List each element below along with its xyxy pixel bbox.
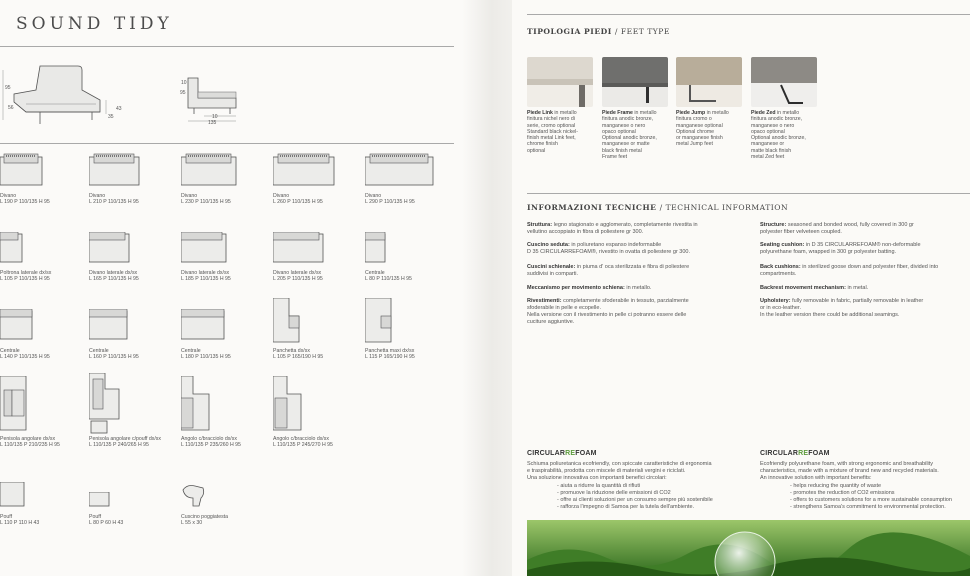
- section-rule: [0, 143, 454, 144]
- collection-title: SOUND TIDY: [16, 14, 173, 34]
- title-rule: [0, 46, 454, 47]
- item-divano-laterale-165: [89, 232, 131, 264]
- item-label: Pouff L 110 P 110 H 43: [0, 514, 40, 527]
- item-penisola-angolare: [0, 376, 30, 432]
- item-label: Angolo c/bracciolo dx/sx L 110/135 P 245/270 H 95: [273, 436, 333, 449]
- hero-dim-height-2: 95: [180, 90, 186, 96]
- item-label: Divano laterale dx/sx L 165 P 110/135 H 95: [89, 270, 139, 283]
- item-pouff-80: [89, 492, 111, 508]
- hero-dim-depth: 35: [108, 114, 114, 120]
- item-label: Centrale L 180 P 110/135 H 95: [181, 348, 231, 361]
- top-rule: [527, 14, 970, 15]
- item-label: Centrale L 80 P 110/135 H 95: [365, 270, 412, 283]
- item-centrale-140: [0, 309, 34, 341]
- tech-section-title: INFORMAZIONI TECNICHE / TECHNICAL INFORMATION: [527, 203, 789, 212]
- item-divano-260: [273, 153, 336, 187]
- item-label: Angolo c/bracciolo dx/sx L 110/135 P 235/260 H 95: [181, 436, 241, 449]
- item-label: Divano L 290 P 110/135 H 95: [365, 193, 415, 206]
- item-panchetta: [273, 298, 301, 344]
- item-label: Divano laterale dx/sx L 185 P 110/135 H 95: [181, 270, 231, 283]
- item-label: Divano L 190 P 110/135 H 95: [0, 193, 50, 206]
- item-divano-290: [365, 153, 435, 187]
- item-divano-230: [181, 153, 238, 187]
- item-angolo-bracciolo-1: [181, 376, 211, 432]
- item-centrale-180: [181, 309, 226, 341]
- item-label: Divano L 210 P 110/135 H 95: [89, 193, 139, 206]
- nature-photo: [527, 520, 970, 576]
- item-label: Panchetta dx/sx L 105 P 165/190 H 95: [273, 348, 324, 361]
- circularrefoam-logo-en: CIRCULARREFOAM: [760, 450, 830, 457]
- tech-rule: [527, 193, 970, 194]
- hero-dim-back: 10: [181, 80, 187, 86]
- item-label: Centrale L 140 P 110/135 H 95: [0, 348, 50, 361]
- feet-section-title: TIPOLOGIA PIEDI / FEET TYPE: [527, 27, 670, 36]
- foot-caption-zed: Piede Zed in metallo finitura anodic bronze, manganese o nero opaco optional Optional anodic bronze, manganese or matte black finish metal Zed feet: [751, 110, 806, 161]
- item-label: Penisola angolare c/pouff dx/sx L 110/135 P 240/265 H 95: [89, 436, 161, 449]
- hero-dim-110: 10: [212, 114, 218, 120]
- item-label: Cuscino poggiatesta L 55 x 30: [181, 514, 229, 527]
- foot-caption-frame: Piede Frame in metallo finitura anodic bronze, manganese o nero opaco optional Optional anodic bronze, manganese or matte black finish metal Frame feet: [602, 110, 657, 161]
- item-divano-210: [89, 153, 141, 187]
- item-label: Panchetta maxi dx/sx L 115 P 165/190 H 95: [365, 348, 415, 361]
- item-label: Divano L 260 P 110/135 H 95: [273, 193, 323, 206]
- item-label: Poltrona laterale dx/sx L 105 P 110/135 H 95: [0, 270, 52, 283]
- left-page: [0, 0, 462, 576]
- foot-image-frame: [602, 57, 668, 107]
- item-cuscino-poggiatesta: [181, 484, 207, 508]
- item-label: Divano L 230 P 110/135 H 95: [181, 193, 231, 206]
- hero-dim-seat: 56: [8, 105, 14, 111]
- item-label: Penisola angolare dx/sx L 110/135 P 210/235 H 95: [0, 436, 60, 449]
- foot-image-jump: [676, 57, 742, 107]
- foot-caption-jump: Piede Jump in metallo finitura cromo o manganese optional Optional chrome or manganese finish metal Jump feet: [676, 110, 729, 148]
- hero-dim-arm: 43: [116, 106, 122, 112]
- item-divano-laterale-205: [273, 232, 325, 264]
- hero-dim-135: 135: [208, 120, 217, 126]
- item-label: Divano laterale dx/sx L 205 P 110/135 H 95: [273, 270, 323, 283]
- circularrefoam-logo-it: CIRCULARREFOAM: [527, 450, 597, 457]
- foot-caption-link: Piede Link in metallo finitura nichel nero di serie, cromo optional Standard black nickel- finish metal Link feet, chrome finish optional: [527, 110, 579, 154]
- item-divano-laterale-185: [181, 232, 228, 264]
- foot-image-zed: [751, 57, 817, 107]
- item-centrale-80: [365, 232, 387, 264]
- item-poltrona-laterale: [0, 232, 24, 264]
- hero-dim-height: 95: [5, 85, 11, 91]
- item-label: Centrale L 160 P 110/135 H 95: [89, 348, 139, 361]
- foot-image-link: [527, 57, 593, 107]
- item-angolo-bracciolo-2: [273, 376, 303, 432]
- item-panchetta-maxi: [365, 298, 393, 344]
- item-penisola-pouff: [89, 373, 121, 435]
- item-divano-190: [0, 153, 44, 187]
- item-pouff-110: [0, 482, 26, 508]
- item-label: Pouff L 80 P 60 H 43: [89, 514, 124, 527]
- item-centrale-160: [89, 309, 129, 341]
